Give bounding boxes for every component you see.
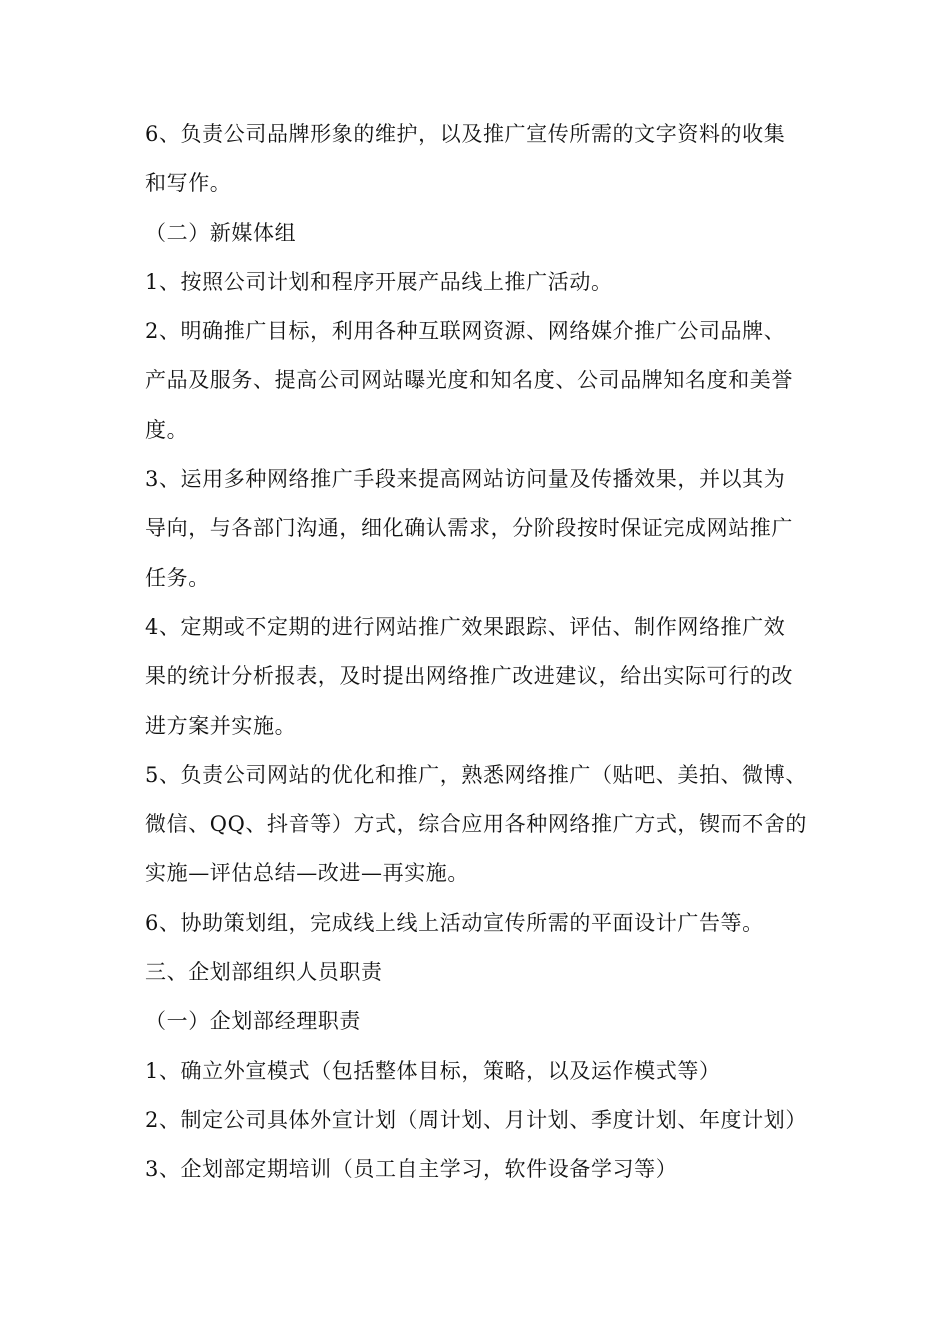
text-line: 5、负责公司网站的优化和推广，熟悉网络推广（贴吧、美拍、微博、	[145, 762, 807, 787]
document-body	[145, 110, 810, 1195]
text-line: 2、明确推广目标，利用各种互联网资源、网络媒介推广公司品牌、	[145, 319, 786, 344]
text-line: 3、企划部定期培训（员工自主学习，软件设备学习等）	[145, 1157, 678, 1182]
text-line: 和写作。	[145, 171, 232, 196]
text-line: 进方案并实施。	[145, 713, 297, 738]
text-line: 任务。	[145, 565, 210, 590]
text-line: 果的统计分析报表，及时提出网络推广改进建议，给出实际可行的改	[145, 664, 793, 689]
text-line: 2、制定公司具体外宣计划（周计划、月计划、季度计划、年度计划）	[145, 1107, 807, 1132]
text-line: 度。	[145, 417, 189, 442]
section-heading: 三、企划部组织人员职责	[145, 960, 383, 985]
text-line: 微信、QQ、抖音等）方式，综合应用各种网络推广方式，锲而不舍的	[145, 812, 808, 837]
text-line: 实施—评估总结—改进—再实施。	[145, 861, 469, 886]
text-line: 4、定期或不定期的进行网站推广效果跟踪、评估、制作网络推广效	[145, 614, 786, 639]
text-line: 产品及服务、提高公司网站曝光度和知名度、公司品牌知名度和美誉	[145, 368, 793, 393]
subsection-heading: （一）企划部经理职责	[145, 1009, 361, 1034]
text-line: 1、确立外宣模式（包括整体目标，策略，以及运作模式等）	[145, 1058, 721, 1083]
text-line: 3、运用多种网络推广手段来提高网站访问量及传播效果，并以其为	[145, 467, 786, 492]
text-line: 1、按照公司计划和程序开展产品线上推广活动。	[145, 269, 613, 294]
text-line: 6、协助策划组，完成线上线上活动宣传所需的平面设计广告等。	[145, 910, 764, 935]
section-heading: （二）新媒体组	[145, 220, 297, 245]
text-line: 6、负责公司品牌形象的维护，以及推广宣传所需的文字资料的收集	[145, 122, 786, 146]
text-line: 导向，与各部门沟通，细化确认需求，分阶段按时保证完成网站推广	[145, 516, 793, 541]
